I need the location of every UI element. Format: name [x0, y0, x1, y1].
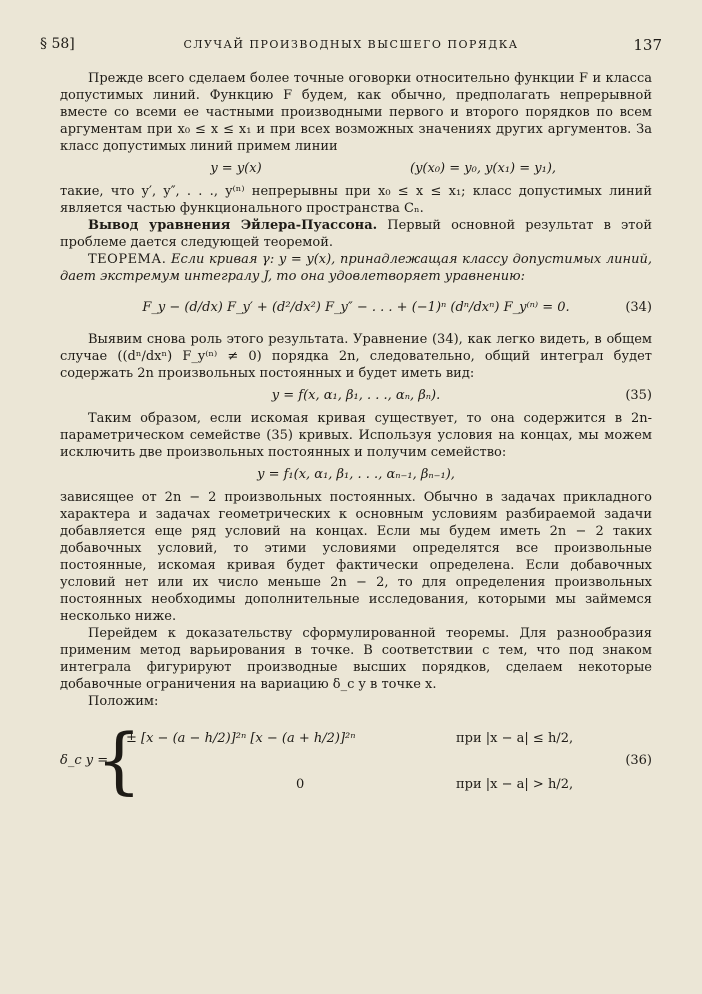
- subsection-title: Вывод уравнения Эйлера-Пуассона.: [88, 218, 378, 233]
- paragraph-proof: Перейдем к доказательству сформулированной теоремы. Для разнообразия применим метод варьирования в точке. В соответствии с тем, что под знаком интеграла фигурируют производные высших порядков, сделаем некоторые добавочные ограничения на вариацию δ_c y в точке x.: [60, 626, 652, 692]
- running-title: СЛУЧАЙ ПРОИЗВОДНЫХ ВЫСШЕГО ПОРЯДКА: [183, 38, 519, 51]
- formula-variation: [60, 716, 652, 808]
- formula-admissible-curve: [60, 157, 652, 181]
- formula-general-integral: [60, 384, 652, 408]
- variation-condition-2: при |x − a| > h/2,: [456, 777, 574, 792]
- theorem-label: ТЕОРЕМА.: [88, 252, 167, 267]
- formula-euler-poisson: [60, 289, 652, 327]
- reduced-family: y = f₁(x, α₁, β₁, . . ., αₙ₋₁, βₙ₋₁),: [257, 467, 455, 482]
- formula-curve: y = y(x): [210, 161, 262, 176]
- theorem: [60, 251, 652, 285]
- equation-number-34: (34): [625, 300, 652, 315]
- equation-number-35: (35): [625, 388, 652, 403]
- running-header: [40, 36, 662, 58]
- paragraph-constants: зависящее от 2n − 2 произвольных постоянных. Обычно в задачах прикладного характера и задачах геометрических к основным условиям разбираемой задачи добавляется еще ряд условий на концах. Если мы будем иметь 2n − 2 таких добавочных условий, то этими условиями определятся все произвольные постоянные, искомая кривая будет фактически определена. Если добавочных условий нет или их число меньше 2n − 2, то для определения произвольных постоянных необходимы дополнительные исследования, которыми мы займемся несколько ниже.: [60, 490, 652, 624]
- equation-number-36: (36): [625, 753, 652, 768]
- variation-condition-1: при |x − a| ≤ h/2,: [456, 731, 574, 746]
- section-number: § 58]: [40, 36, 75, 52]
- theorem-statement: Если кривая γ: y = y(x), принадлежащая классу допустимых линий, дает экстремум интегралу J, то она удовлетворяет уравнению:: [60, 252, 652, 284]
- general-integral: y = f(x, α₁, β₁, . . ., αₙ, βₙ).: [271, 388, 441, 403]
- paragraph-admissible-lines: Прежде всего сделаем более точные оговорки относительно функции F и класса допустимых линий. Функцию F будем, как обычно, предполагать непрерывной вместе со всеми ее частными производными первого и второго порядков по всем аргументам при x₀ ≤ x ≤ x₁ и при всех возможных значениях других аргументов. За класс допустимых линий примем линии: [60, 71, 652, 154]
- variation-case-2: 0: [296, 777, 305, 792]
- formula-boundary-conditions: (y(x₀) = y₀, y(x₁) = y₁),: [410, 161, 557, 176]
- paragraph-family: Таким образом, если искомая кривая существует, то она содержится в 2n-параметрическом семействе (35) кривых. Используя условия на концах, мы можем исключить две произвольных постоянных и получим семейство:: [60, 411, 652, 460]
- paragraph-role: Выявим снова роль этого результата. Уравнение (34), как легко видеть, в общем случае ((dⁿ/dxⁿ) F_y⁽ⁿ⁾ ≠ 0) порядка 2n, следовательно, общий интеграл будет содержать 2n произвольных постоянных и будет иметь вид:: [60, 332, 652, 381]
- paragraph-continuity: такие, что y′, y″, . . ., y⁽ⁿ⁾ непрерывны при x₀ ≤ x ≤ x₁; класс допустимых линий является частью функционального пространства Cₙ.: [60, 184, 652, 216]
- left-brace: {: [96, 718, 142, 802]
- page-number: 137: [633, 36, 662, 54]
- euler-poisson-equation: F_y − (d/dx) F_y′ + (d²/dx²) F_y″ − . . . + (−1)ⁿ (dⁿ/dxⁿ) F_y⁽ⁿ⁾ = 0.: [142, 300, 570, 315]
- variation-lhs: δ_c y =: [60, 753, 109, 768]
- paragraph-derivation: [60, 217, 652, 251]
- derivation-text: Первый основной результат в этой проблеме дается следующей теоремой.: [60, 218, 652, 250]
- formula-family: [60, 463, 652, 487]
- paragraph-let: Положим:: [88, 694, 159, 709]
- variation-case-1: ± [x − (a − h/2)]²ⁿ [x − (a + h/2)]²ⁿ: [126, 731, 356, 746]
- page-body: [60, 70, 652, 808]
